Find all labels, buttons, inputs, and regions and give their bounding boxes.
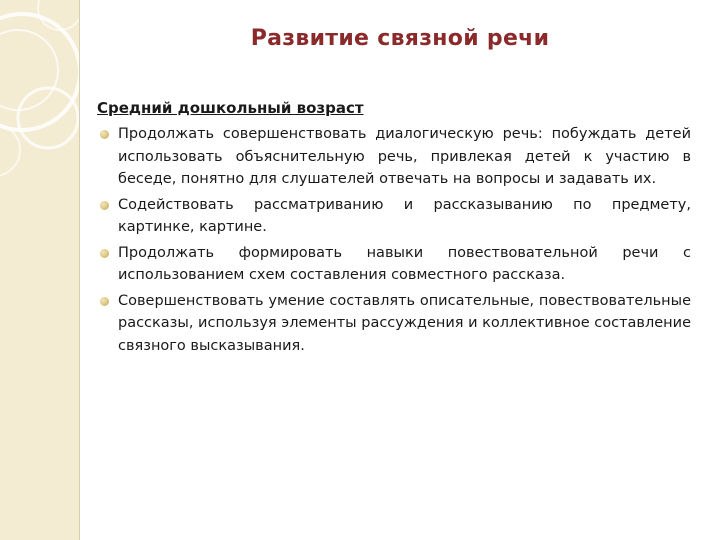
list-item-text: Продолжать совершенствовать диалогическую речь: побуждать детей использовать объяснительную речь, привлекая детей к участию в беседе, понятно для слушателей отвечать на вопросы и задавать их.	[118, 126, 691, 187]
list-item-text: Содействовать рассматриванию и рассказыванию по предмету, картинке, картине.	[118, 196, 691, 235]
panel-divider	[79, 0, 80, 540]
list-item	[97, 194, 691, 239]
section-subtitle: Средний дошкольный возраст	[97, 99, 364, 117]
list-item-text: Совершенствовать умение составлять описательные, повествовательные рассказы, используя элементы рассуждения и коллективное составление связного высказывания.	[118, 292, 691, 354]
list-item	[97, 290, 691, 358]
decorative-circles-icon	[0, 0, 79, 540]
bullet-list	[97, 123, 691, 357]
bullet-icon	[100, 130, 109, 139]
list-item-text: Продолжать формировать навыки повествовательной речи с использованием схем составления совместного рассказа.	[118, 244, 691, 283]
decorative-side-panel	[0, 0, 79, 540]
list-item	[97, 123, 691, 191]
list-item	[97, 242, 691, 287]
slide-title: Развитие связной речи	[250, 26, 550, 51]
bullet-icon	[100, 249, 109, 258]
bullet-icon	[100, 297, 109, 306]
slide-content	[97, 97, 691, 360]
bullet-icon	[100, 201, 109, 210]
